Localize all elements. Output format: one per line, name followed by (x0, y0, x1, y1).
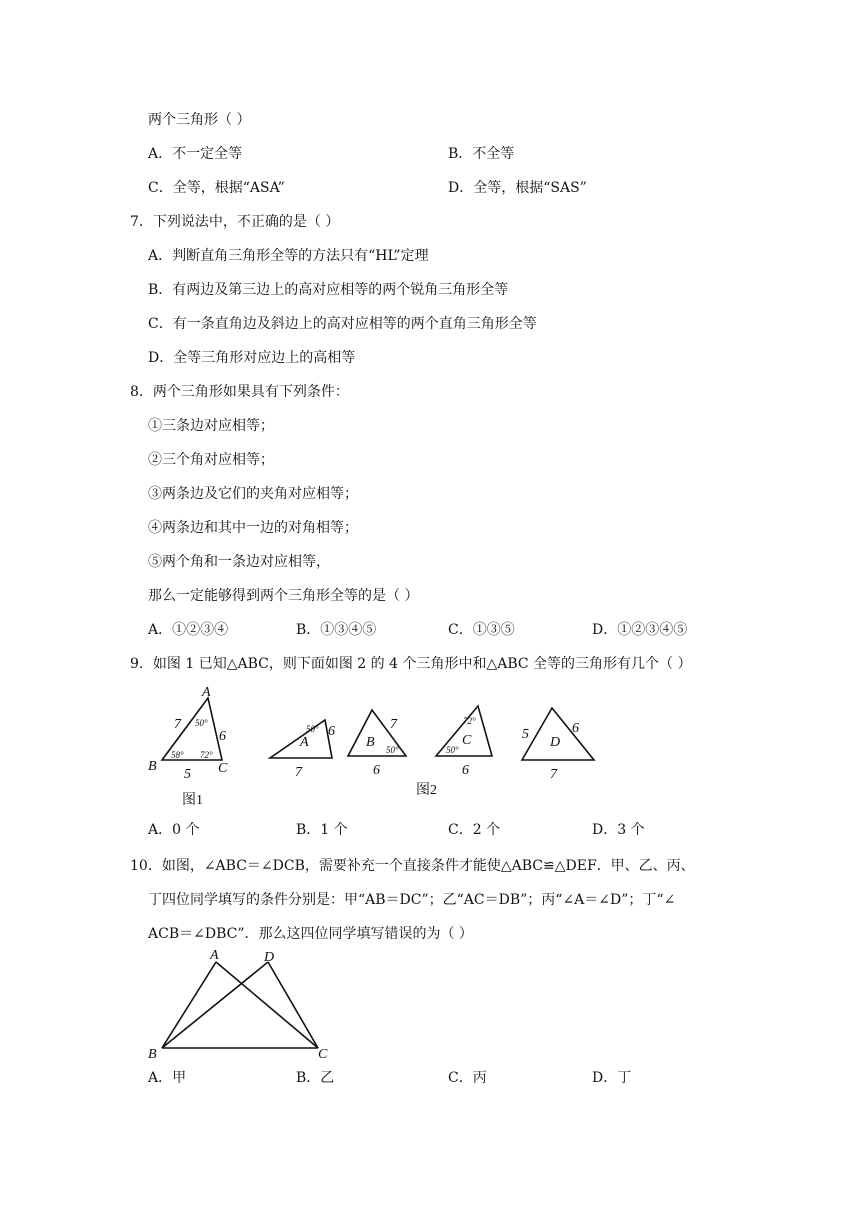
q7-option-b: B．有两边及第三边上的高对应相等的两个锐角三角形全等 (148, 282, 509, 298)
q10-vertex-a: A (210, 948, 219, 963)
q9-option-c: C．2 个 (448, 822, 501, 838)
fig2-tri-c-label: C (462, 733, 472, 748)
fig2-tri-d-side3: 7 (550, 767, 557, 782)
fig2-tri-c-angle1: 72° (463, 716, 476, 726)
q9-option-a: A．0 个 (148, 822, 200, 838)
q10-vertex-b: B (148, 1047, 157, 1062)
q8-option-c: C．①③⑤ (448, 622, 515, 638)
fig2-triangle-d (522, 708, 594, 782)
fig2-caption: 图2 (416, 783, 437, 798)
fig2-tri-b-angle: 50° (386, 745, 399, 755)
fig2-tri-a-label: A (300, 735, 309, 750)
q10-quadrilateral-diagram (148, 948, 328, 1062)
q7-option-d: D．全等三角形对应边上的高相等 (148, 350, 356, 366)
fig2-tri-a-angle: 50° (306, 724, 319, 734)
fig2-triangle-b (348, 710, 406, 778)
q10-vertex-d: D (264, 950, 275, 965)
fig2-tri-d-side2: 6 (572, 721, 579, 736)
q7-option-a: A．判断直角三角形全等的方法只有“HL”定理 (148, 248, 429, 264)
q10-line-2: 丁四位同学填写的条件分别是：甲“AB＝DC”；乙“AC＝DB”；丙“∠A＝∠D”；丁“∠ (148, 892, 676, 908)
q8-ask: 那么一定能够得到两个三角形全等的是（ ） (148, 588, 419, 604)
fig1-side-ac: 6 (219, 729, 226, 744)
fig1-vertex-a: A (202, 685, 211, 700)
fig1-vertex-b: B (148, 759, 157, 774)
q8-condition-1: ①三条边对应相等； (148, 418, 274, 434)
q9-option-b: B．1 个 (296, 822, 348, 838)
q8-condition-5: ⑤两个角和一条边对应相等， (148, 554, 330, 570)
fig2-tri-a-side1: 6 (328, 724, 335, 739)
q10-option-c: C．丙 (448, 1070, 487, 1086)
fig1-vertex-c: C (218, 761, 228, 776)
fig2-tri-b-side2: 6 (373, 763, 380, 778)
q10-option-a: A．甲 (148, 1070, 187, 1086)
fig2-tri-b-side1: 7 (390, 717, 397, 732)
q6-option-d: D．全等，根据“SAS” (448, 180, 587, 196)
q6-option-a: A．不一定全等 (148, 146, 243, 162)
q7-option-c: C．有一条直角边及斜边上的高对应相等的两个直角三角形全等 (148, 316, 537, 332)
q8-condition-4: ④两条边和其中一边的对角相等； (148, 520, 358, 536)
fig2-tri-c-angle2: 50° (446, 745, 459, 755)
fig2-tri-d-side1: 5 (522, 727, 529, 742)
q10-line-3: ACB＝∠DBC”．那么这四位同学填写错误的为（ ） (148, 926, 473, 942)
q6-option-c: C．全等，根据“ASA” (148, 180, 285, 196)
q8-condition-3: ③两条边及它们的夹角对应相等； (148, 486, 358, 502)
fig2-tri-a-side2: 7 (295, 765, 302, 780)
q6-option-b: B．不全等 (448, 146, 515, 162)
q9-figures (140, 680, 760, 810)
q8-option-b: B．①③④⑤ (296, 622, 377, 638)
fig2-triangle-c (436, 706, 492, 778)
fig1-angle-a: 50° (195, 718, 208, 728)
fig2-tri-c-side: 6 (462, 763, 469, 778)
fig2-tri-b-label: B (366, 735, 375, 750)
q9-option-d: D．3 个 (592, 822, 645, 838)
q6-stem-tail: 两个三角形（ ） (148, 112, 251, 128)
fig1-angle-b: 58° (171, 750, 184, 760)
q8-stem: 8．两个三角形如果具有下列条件： (130, 384, 349, 400)
q7-stem: 7．下列说法中，不正确的是（ ） (130, 214, 340, 230)
q10-figure (140, 944, 350, 1064)
fig1-side-ab: 7 (174, 717, 181, 732)
q10-vertex-c: C (318, 1047, 328, 1062)
q8-option-a: A．①②③④ (148, 622, 229, 638)
q8-condition-2: ②三个角对应相等； (148, 452, 274, 468)
fig1-caption: 图1 (182, 793, 203, 808)
q8-option-d: D．①②③④⑤ (592, 622, 688, 638)
fig1-angle-c: 72° (200, 750, 213, 760)
fig2-triangle-a (270, 720, 335, 780)
q10-line-1: 10．如图，∠ABC＝∠DCB，需要补充一个直接条件才能使△ABC≌△DEF．甲、乙、丙、 (130, 858, 695, 874)
fig1-triangle-abc (148, 685, 228, 808)
fig1-side-bc: 5 (184, 767, 191, 782)
fig2-tri-d-label: D (550, 735, 561, 750)
q10-option-d: D．丁 (592, 1070, 632, 1086)
q10-option-b: B．乙 (296, 1070, 335, 1086)
q9-stem: 9．如图 1 已知△ABC，则下面如图 2 的 4 个三角形中和△ABC 全等的三角形有几个（ ） (130, 656, 692, 672)
